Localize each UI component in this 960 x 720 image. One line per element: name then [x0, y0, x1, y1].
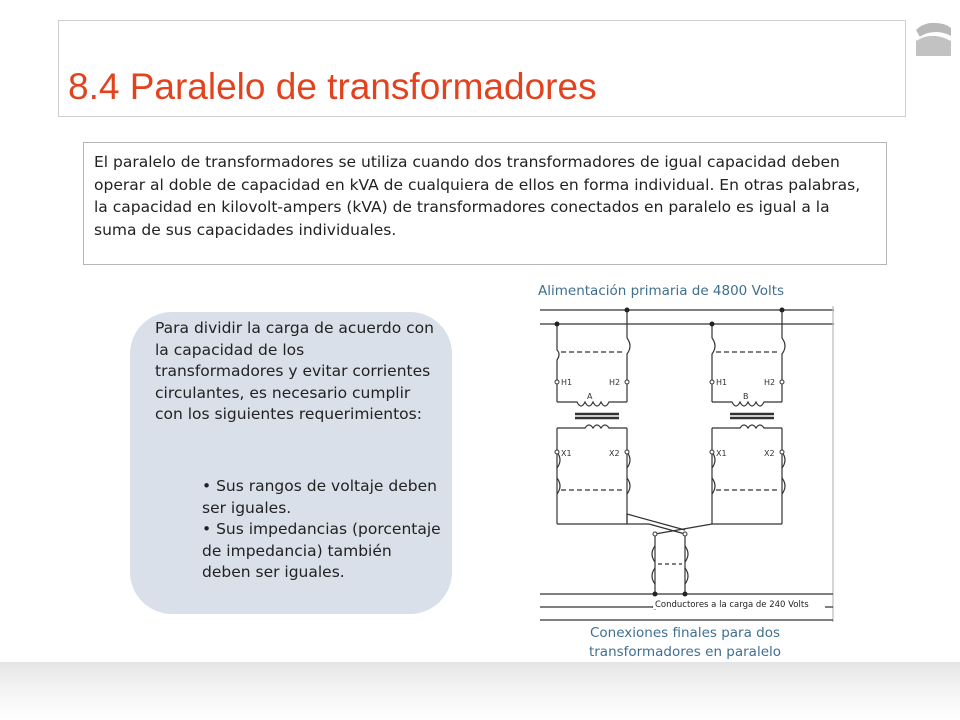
label-a-h2: H2: [609, 378, 621, 387]
label-b-h2: H2: [764, 378, 776, 387]
diagram-caption-bottom: Conexiones finales para dos transformadores en paralelo: [588, 625, 782, 660]
transformer-parallel-diagram: [537, 302, 837, 624]
slide-title: 8.4 Paralelo de transformadores: [68, 66, 597, 107]
footer-band: [0, 662, 960, 720]
label-a-x2: X2: [609, 449, 620, 458]
corner-logo-icon: [914, 18, 952, 58]
intro-textbox: El paralelo de transformadores se utiliza cuando dos transformadores de igual capacidad deben operar al doble de capacidad en kVA de cualquiera de ellos en forma individual. En otras palabras, la capacidad en kilovolt-ampers (kVA) de transformadores conectados en paralelo es igual a la suma de sus capacidades individuales.: [83, 142, 887, 265]
label-b-x1: X1: [716, 449, 727, 458]
label-a-h1: H1: [561, 378, 573, 387]
load-conductors-label: Conductores a la carga de 240 Volts: [655, 600, 809, 610]
label-a-name: A: [587, 392, 593, 401]
requirements-list: [202, 476, 442, 584]
diagram-caption-top: Alimentación primaria de 4800 Volts: [538, 283, 785, 299]
requirement-impedance: • Sus impedancias (porcentaje de impedancia) también deben ser iguales.: [202, 520, 441, 581]
requirements-intro: Para dividir la carga de acuerdo con la capacidad de los transformadores y evitar corrientes circulantes, es necesario cumplir con los siguientes requerimientos:: [155, 319, 434, 423]
label-b-h1: H1: [716, 378, 728, 387]
label-b-x2: X2: [764, 449, 775, 458]
label-b-name: B: [743, 392, 749, 401]
requirement-voltage: • Sus rangos de voltaje deben ser iguales.: [202, 477, 437, 517]
label-a-x1: X1: [561, 449, 572, 458]
